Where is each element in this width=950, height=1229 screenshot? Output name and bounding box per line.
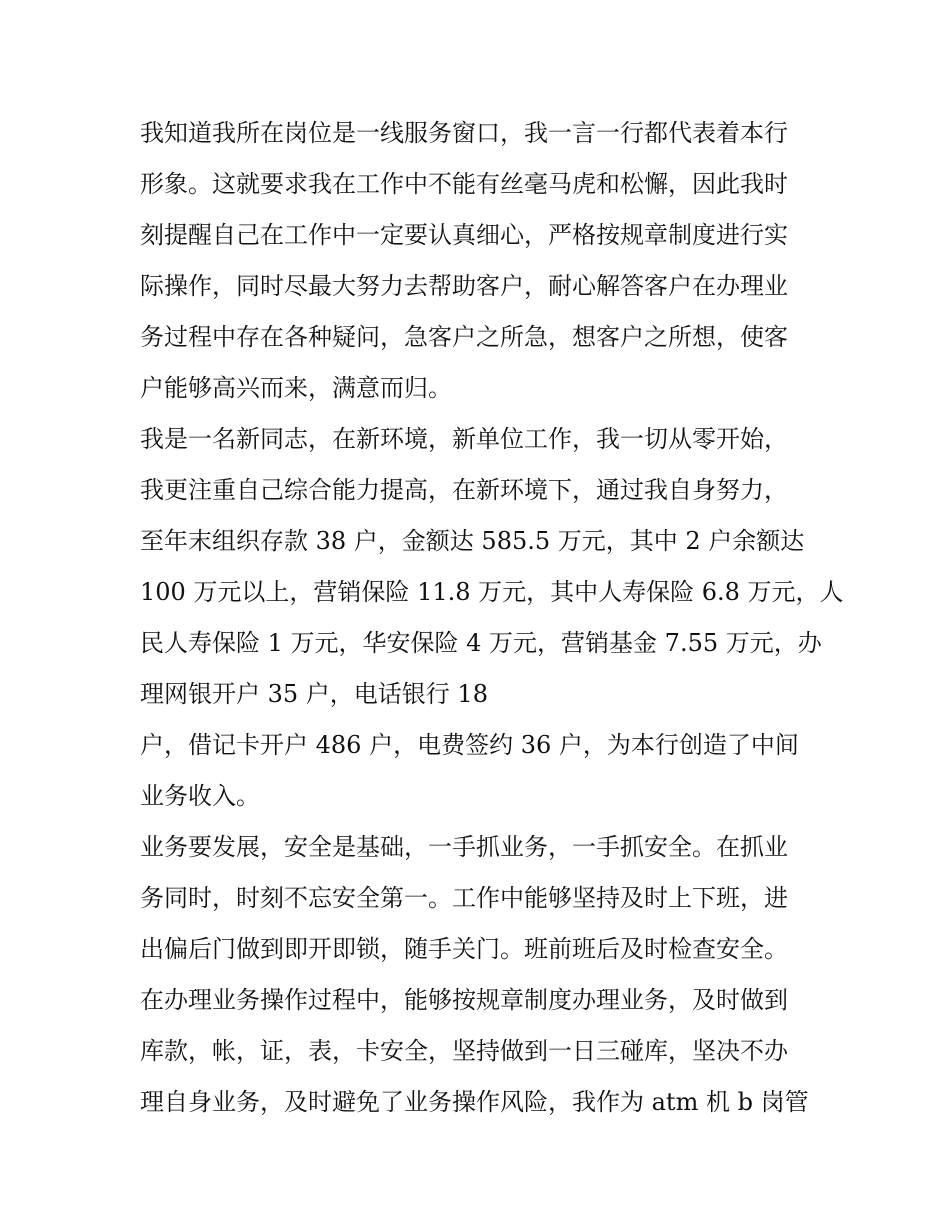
text-line: 际操作，同时尽最大努力去帮助客户，耐心解答客户在办理业 — [140, 272, 788, 300]
text-line: 理自身业务，及时避免了业务操作风险，我作为 atm 机 b 岗管 — [140, 1088, 809, 1116]
text-line: 务同时，时刻不忘安全第一。工作中能够坚持及时上下班，进 — [140, 884, 788, 912]
text-line: 户，借记卡开户 486 户，电费签约 36 户，为本行创造了中间 — [140, 731, 799, 759]
text-line: 我更注重自己综合能力提高，在新环境下，通过我自身努力， — [140, 476, 788, 504]
text-line: 出偏后门做到即开即锁，随手关门。班前班后及时检查安全。 — [140, 935, 788, 963]
text-line: 我知道我所在岗位是一线服务窗口，我一言一行都代表着本行 — [140, 119, 788, 147]
text-line: 100 万元以上，营销保险 11.8 万元，其中人寿保险 6.8 万元，人 — [140, 578, 844, 606]
document-body — [140, 108, 844, 1128]
text-line: 我是一名新同志，在新环境，新单位工作，我一切从零开始， — [140, 425, 788, 453]
text-line: 至年末组织存款 38 户，金额达 585.5 万元，其中 2 户余额达 — [140, 527, 805, 555]
text-line: 刻提醒自己在工作中一定要认真细心，严格按规章制度进行实 — [140, 221, 788, 249]
text-line: 业务要发展，安全是基础，一手抓业务，一手抓安全。在抓业 — [140, 833, 788, 861]
text-line: 理网银开户 35 户，电话银行 18 — [140, 680, 488, 708]
text-line: 形象。这就要求我在工作中不能有丝毫马虎和松懈，因此我时 — [140, 170, 788, 198]
text-line: 业务收入。 — [140, 782, 260, 810]
text-line: 户能够高兴而来，满意而归。 — [140, 374, 452, 402]
text-line: 务过程中存在各种疑问，急客户之所急，想客户之所想，使客 — [140, 323, 788, 351]
text-line: 民人寿保险 1 万元，华安保险 4 万元，营销基金 7.55 万元，办 — [140, 629, 822, 657]
text-line: 库款，帐，证，表，卡安全，坚持做到一日三碰库，坚决不办 — [140, 1037, 788, 1065]
text-line: 在办理业务操作过程中，能够按规章制度办理业务，及时做到 — [140, 986, 788, 1014]
